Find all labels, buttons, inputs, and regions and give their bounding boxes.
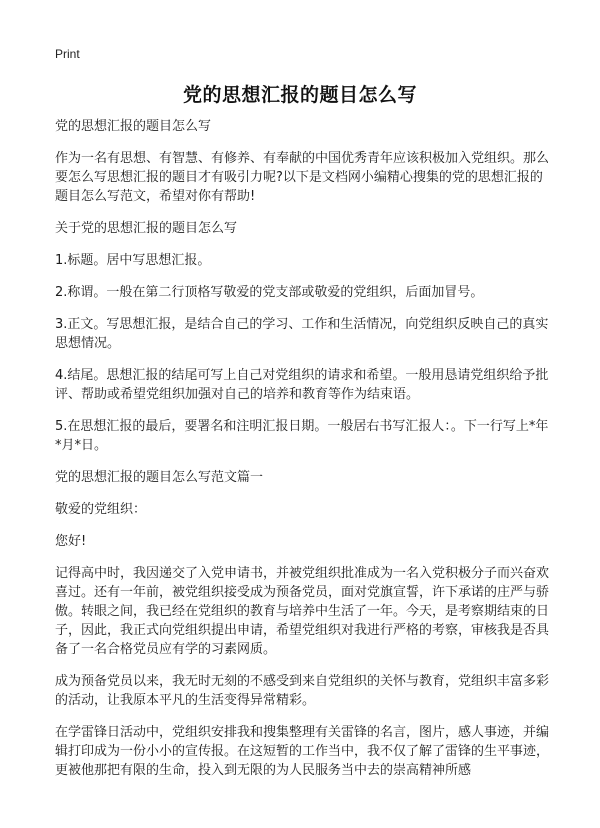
document-body [55, 117, 552, 793]
paragraph: 关于党的思想汇报的题目怎么写 [55, 221, 238, 236]
paragraph: 党的思想汇报的题目怎么写范文篇一 [55, 470, 264, 485]
paragraph: 记得高中时，我因递交了入党申请书，并被党组织批准成为一名入党积极分子而兴奋欢喜过。还有一年前，被党组织接受成为预备党员，面对党旗宣誓，许下承诺的庄严与骄傲。转眼之间，我已经在党组织的教育与培养中生活了一年。今天，是考察期结束的日子，因此，我正式向党组织提出申请，希望党组织对我进行严格的考察，审核我是否具备了一名合格党员应有学的习素网质。 [55, 566, 550, 657]
paragraph: 成为预备党员以来，我无时无刻的不感受到来自党组织的关怀与教育，党组织丰富多彩的活动，让我原本平凡的生活变得异常精彩。 [55, 674, 550, 708]
print-link[interactable]: Print [55, 47, 80, 61]
document-title: 党的思想汇报的题目怎么写 [182, 84, 417, 106]
paragraph: 作为一名有思想、有智慧、有修养、有奉献的中国优秀青年应该积极加入党组织。那么要怎么写思想汇报的题目才有吸引力呢?以下是文档网小编精心搜集的党的思想汇报的题目怎么写范文，希望对你有帮助! [55, 151, 550, 204]
paragraph: 在学雷锋日活动中，党组织安排我和搜集整理有关雷锋的名言，图片，感人事迹，并编辑打印成为一份小小的宣传报。在这短暂的工作当中，我不仅了解了雷锋的生平事迹，更被他那把有限的生命，投入到无限的为人民服务当中去的崇高精神所感 [55, 725, 550, 778]
paragraph: 3.正文。写思想汇报，是结合自己的学习、工作和生活情况，向党组织反映自己的真实思想情况。 [55, 317, 549, 351]
paragraph: 4.结尾。思想汇报的结尾可写上自己对党组织的请求和希望。一般用恳请党组织给予批评、帮助或希望党组织加强对自己的培养和教育等作为结束语。 [55, 368, 549, 402]
paragraph: 您好! [55, 534, 87, 549]
paragraph: 党的思想汇报的题目怎么写 [55, 119, 212, 134]
paragraph: 敬爱的党组织： [55, 502, 147, 517]
paragraph: 5.在思想汇报的最后，要署名和注明汇报日期。一般居右书写汇报人：。下一行写上*年*月*日。 [55, 419, 549, 453]
paragraph: 1.标题。居中写思想汇报。 [55, 253, 211, 268]
paragraph: 2.称谓。一般在第二行顶格写敬爱的党支部或敬爱的党组织，后面加冒号。 [55, 285, 484, 300]
